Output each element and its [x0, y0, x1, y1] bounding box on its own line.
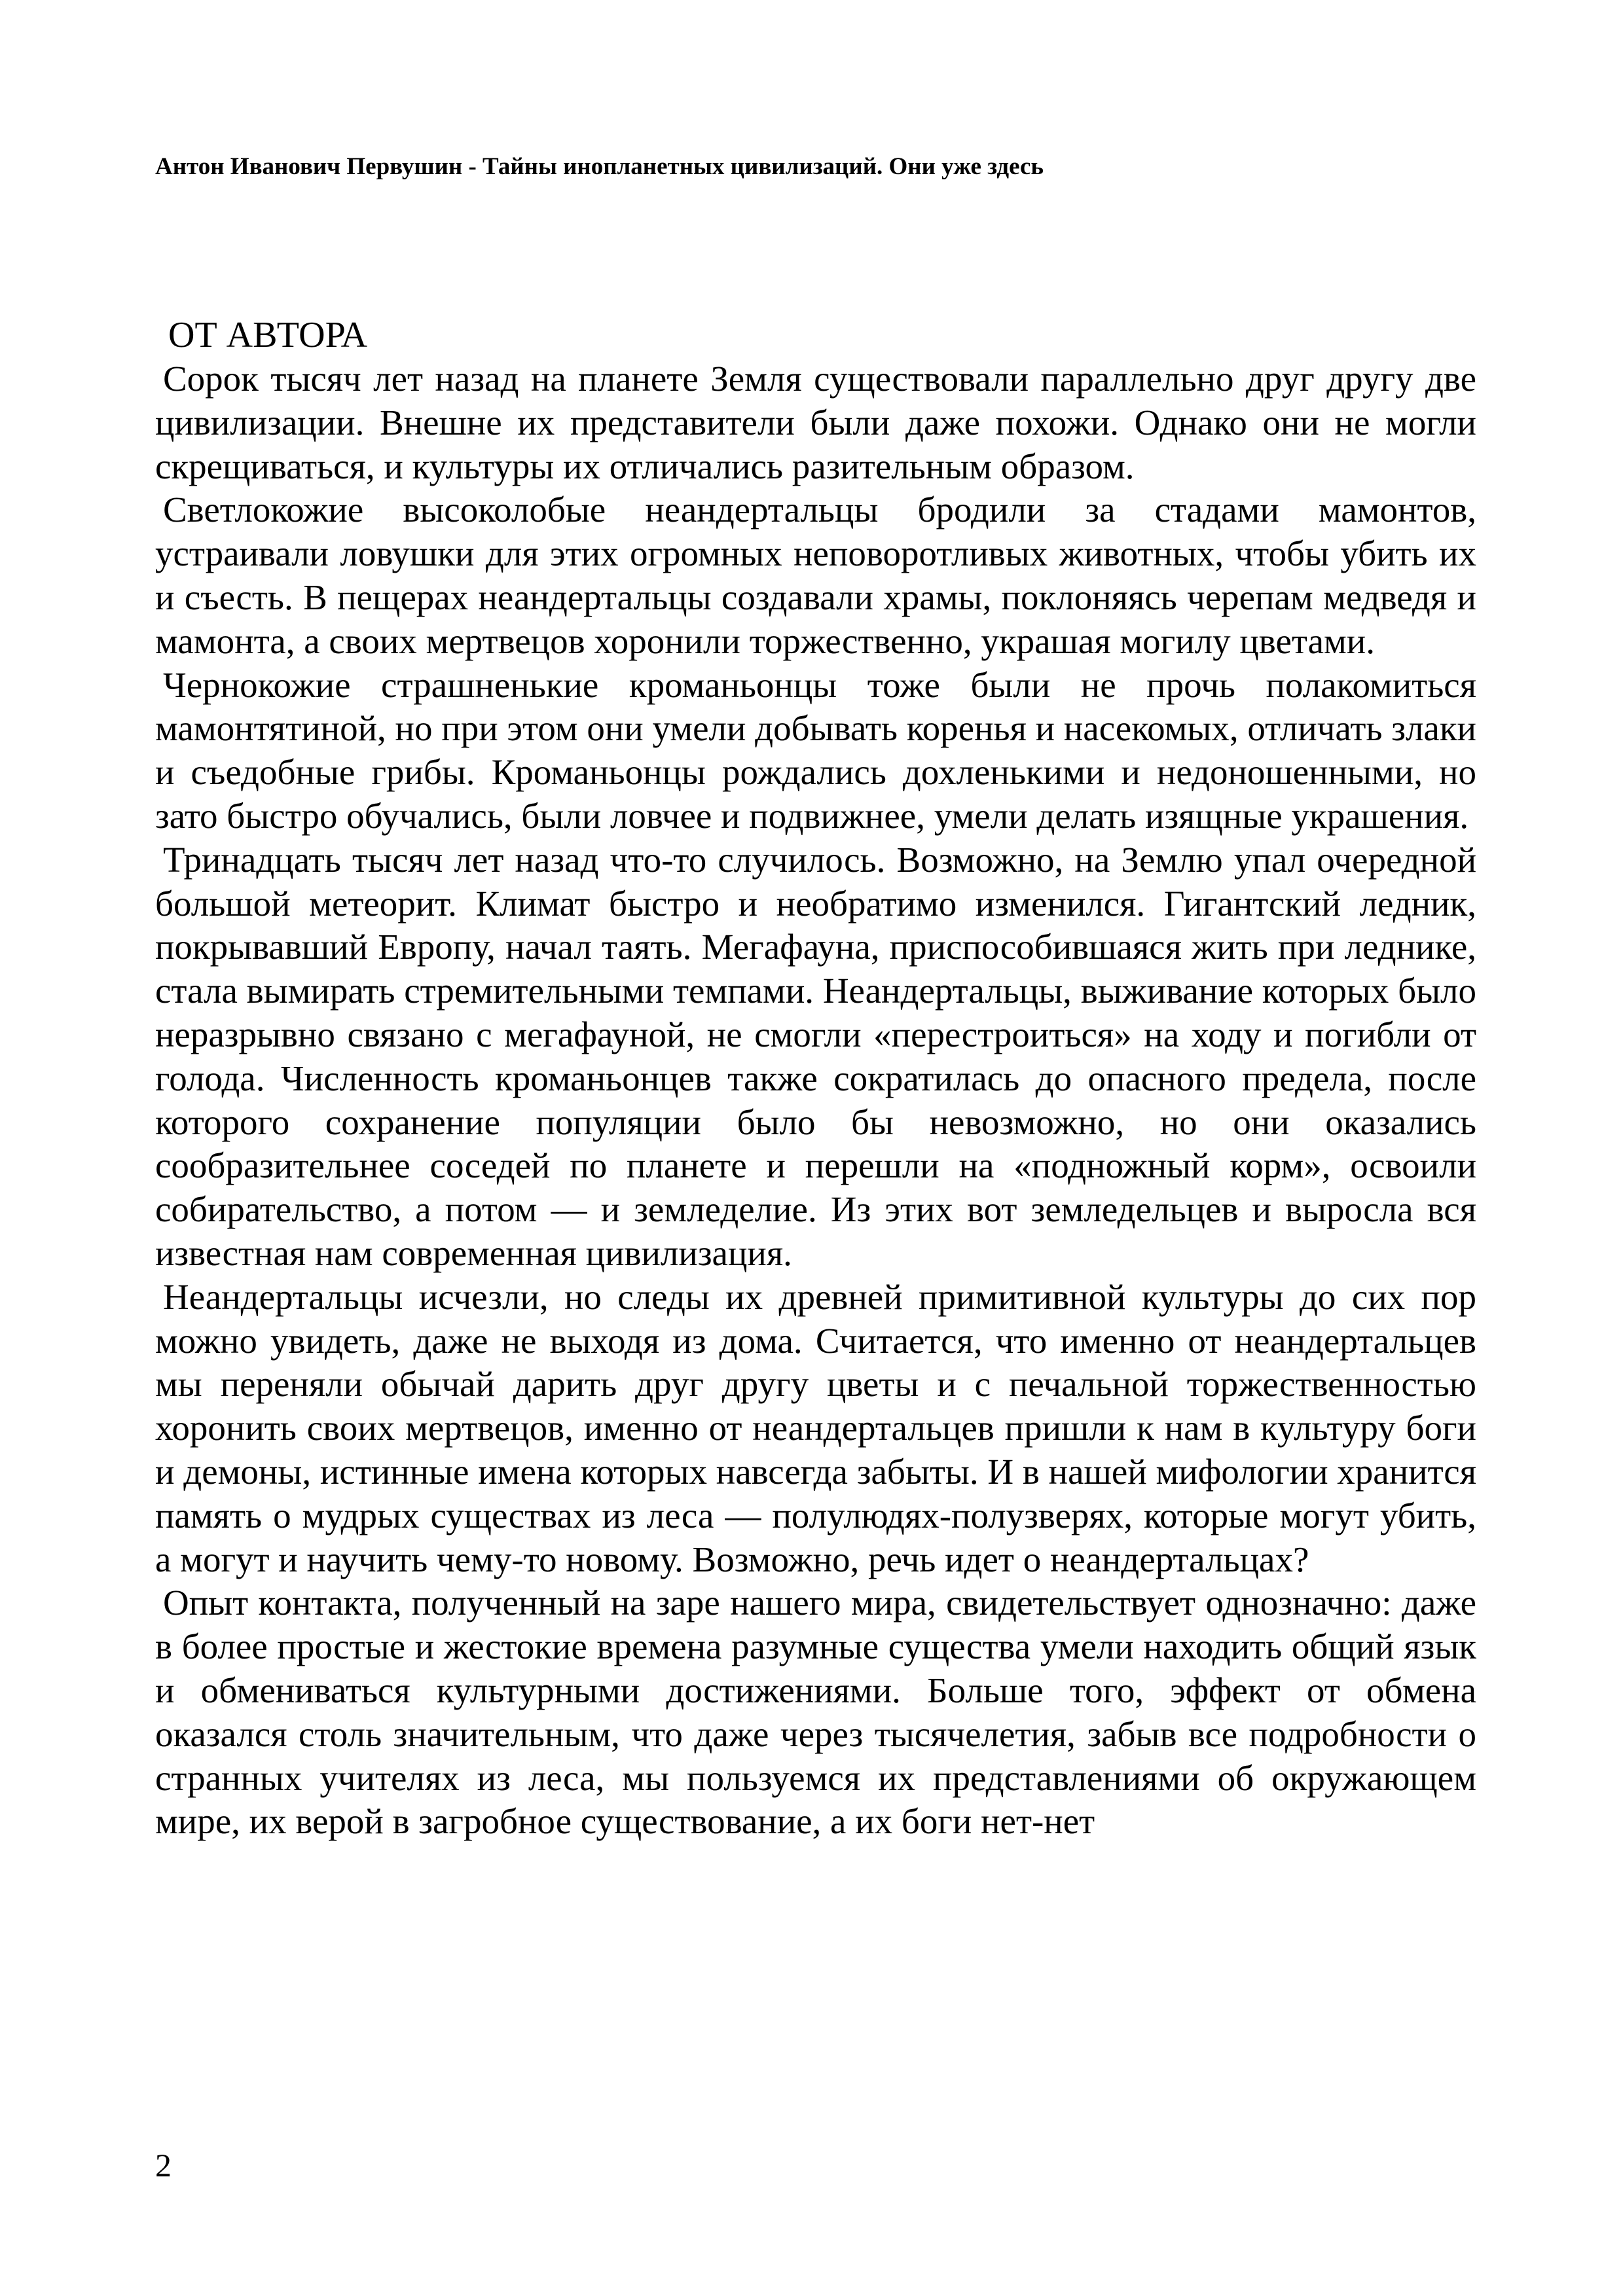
section-title: ОТ АВТОРА: [168, 315, 368, 355]
paragraph-5: Неандертальцы исчезли, но следы их древней примитивной культуры до сих пор можно увидеть, даже не выходя из дома. Считается, что именно от неандертальцев мы переняли обычай дарить друг другу цветы и с печальной торжественностью хоронить своих мертвецов, именно от неандертальцев пришли к нам в культуру боги и демоны, истинные имена которых навсегда забыты. И в нашей мифологии хранится память о мудрых существах из леса — полулюдях-полузверях, которые могут убить, а могут и научить чему-то новому. Возможно, речь идет о неандертальцах?: [155, 1276, 1476, 1579]
page-number: 2: [155, 2147, 172, 2183]
paragraph-4: Тринадцать тысяч лет назад что-то случилось. Возможно, на Землю упал очередной большой метеорит. Климат быстро и необратимо изменился. Гигантский ледник, покрывавший Европу, начал таять. Мегафауна, приспособившаяся жить при леднике, стала вымирать стремительными темпами. Неандертальцы, выживание которых было неразрывно связано с мегафауной, не смогли «перестроиться» на ходу и погибли от голода. Численность кроманьонцев также сократилась до опасного предела, после которого сохранение популяции было бы невозможно, но они оказались сообразительнее соседей по планете и перешли на «подножный корм», освоили собирательство, а потом — и земледелие. Из этих вот земледельцев и выросла вся известная нам современная цивилизация.: [155, 839, 1476, 1273]
paragraph-6: Опыт контакта, полученный на заре нашего мира, свидетельствует однозначно: даже в более простые и жестокие времена разумные существа умели находить общий язык и обмениваться культурными достижениями. Больше того, эффект от обмена оказался столь значительным, что даже через тысячелетия, забыв все подробности о странных учителях из леса, мы пользуемся их представлениями об окружающем мире, их верой в загробное существование, а их боги нет-нет: [155, 1583, 1476, 1842]
running-header: Антон Иванович Первушин - Тайны инопланетных цивилизаций. Они уже здесь: [155, 153, 1044, 180]
paragraph-1: Сорок тысяч лет назад на планете Земля существовали параллельно друг другу две цивилизации. Внешне их представители были даже похожи. Однако они не могли скрещиваться, и культуры их отличались разительным образом.: [155, 359, 1476, 486]
paragraph-2: Светлокожие высоколобые неандертальцы бродили за стадами мамонтов, устраивали ловушки для этих огромных неповоротливых животных, чтобы убить их и съесть. В пещерах неандертальцы создавали храмы, поклоняясь черепам медведя и мамонта, а своих мертвецов хоронили торжественно, украшая могилу цветами.: [155, 490, 1476, 661]
page-content: [155, 313, 1476, 1844]
paragraph-3: Чернокожие страшненькие кроманьонцы тоже были не прочь полакомиться мамонтятиной, но при этом они умели добывать коренья и насекомых, отличать злаки и съедобные грибы. Кроманьонцы рождались дохленькими и недоношенными, но зато быстро обучались, были ловчее и подвижнее, умели делать изящные украшения.: [155, 664, 1476, 836]
